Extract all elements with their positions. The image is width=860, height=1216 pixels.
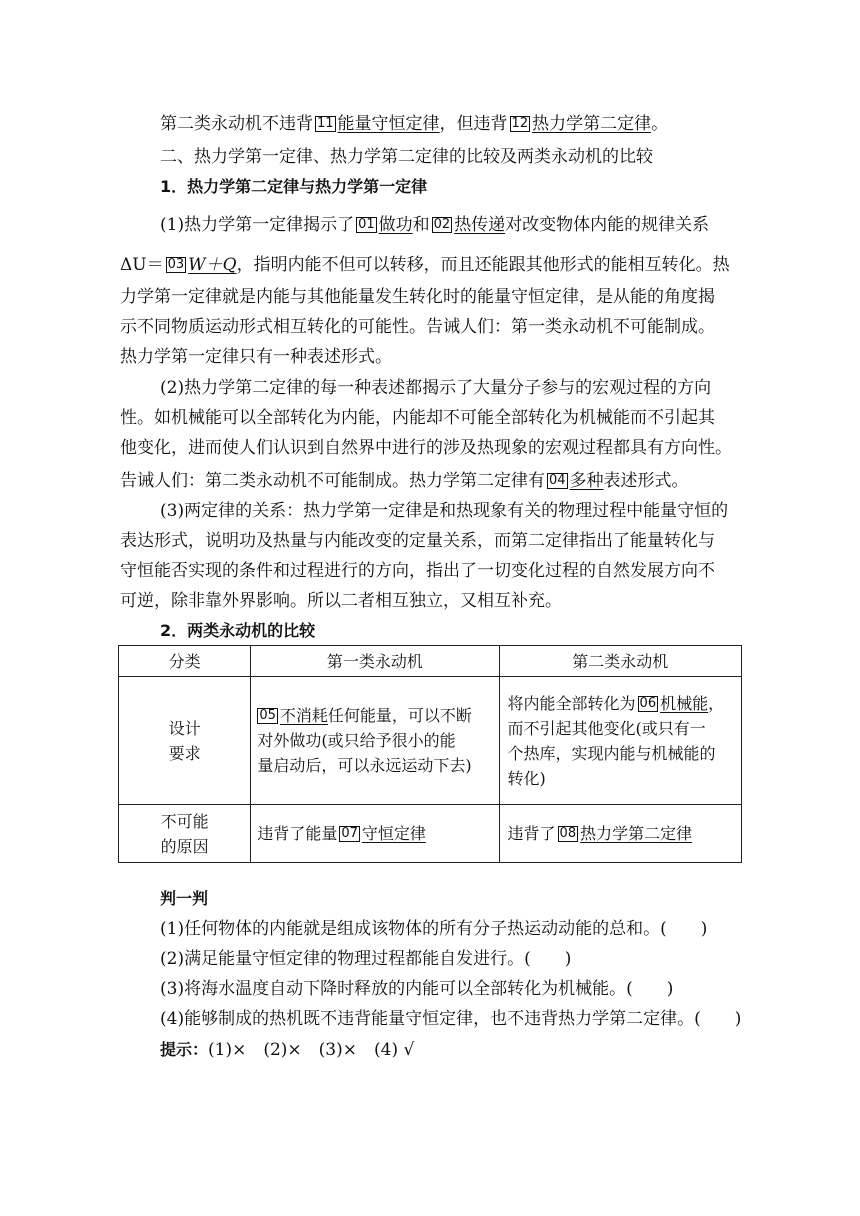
table-header: 分类 xyxy=(119,646,251,677)
blank-number: 02 xyxy=(433,217,451,232)
p1-line-5: 热力学第一定律只有一种表述形式。 xyxy=(120,347,392,367)
p3-line-4: 可逆，除非靠外界影响。所以二者相互独立，又相互补充。 xyxy=(120,591,562,611)
blank-number: 12 xyxy=(511,116,529,131)
p2-line-4 xyxy=(120,467,750,495)
p2-line-3: 他变化，进而使人们认识到自然界中进行的涉及热现象的宏观过程都具有方向性。 xyxy=(120,438,732,458)
blank-number: 07 xyxy=(341,826,358,841)
blank-number: 04 xyxy=(549,473,566,488)
text: (1)热力学第一定律揭示了 xyxy=(160,215,355,235)
hint-label: 提示： xyxy=(160,1040,209,1059)
table-header: 第一类永动机 xyxy=(251,646,499,677)
cell-second-type xyxy=(499,805,741,863)
answer-text: 热传递 xyxy=(454,215,506,235)
table-row xyxy=(119,805,742,863)
answer-text: 机械能 xyxy=(660,693,709,713)
text: 将内能全部转化为 xyxy=(507,693,636,713)
blank-number: 01 xyxy=(358,217,375,232)
judge-item: (1)任何物体的内能就是组成该物体的所有分子热运动动能的总和。( ) xyxy=(160,919,708,939)
text: 而不引起其他变化(或只有一 xyxy=(507,718,706,738)
table-header-row xyxy=(119,646,742,677)
blank-number: 08 xyxy=(559,826,577,841)
subsection-title-2: 2．两类永动机的比较 xyxy=(160,621,316,640)
text: ，但违背 xyxy=(439,114,508,134)
p1-line-4: 示不同物质运动形式相互转化的可能性。告诫人们：第一类永动机不可能制成。 xyxy=(120,317,715,337)
text: 告诫人们：第二类永动机不可能制成。热力学第二定律有 xyxy=(120,471,545,491)
table-header: 第二类永动机 xyxy=(499,646,741,677)
judge-item: (4)能够制成的热机既不违背能量守恒定律，也不违背热力学第二定律。( ) xyxy=(160,1009,742,1029)
cell-second-type xyxy=(499,677,741,805)
text: 和 xyxy=(412,215,430,235)
intro-line xyxy=(160,110,790,138)
row-category xyxy=(119,805,251,863)
blank-number: 06 xyxy=(639,695,657,711)
p1-line-3: 力学第一定律就是内能与其他能量发生转化时的能量守恒定律，是从能的角度揭 xyxy=(120,287,715,307)
text: 设计 xyxy=(168,718,201,738)
blank-number: 03 xyxy=(167,257,185,272)
text: 。 xyxy=(651,114,669,134)
section-title: 二、热力学第一定律、热力学第二定律的比较及两类永动机的比较 xyxy=(160,147,653,167)
text: ΔU＝ xyxy=(120,255,164,275)
p3-line-3: 守恒能否实现的条件和过程进行的方向，指出了一切变化过程的自然发展方向不 xyxy=(120,561,715,581)
p3-line-1: (3)两定律的关系：热力学第一定律是和热现象有关的物理过程中能量守恒的 xyxy=(160,501,729,521)
text: 个热库，实现内能与机械能的 xyxy=(507,743,716,763)
judge-title: 判一判 xyxy=(160,889,209,908)
row-category xyxy=(119,677,251,805)
text: 不可能 xyxy=(160,811,209,831)
hint-line xyxy=(160,1036,790,1064)
text: 量启动后，可以永远运动下去) xyxy=(257,756,472,775)
table-row xyxy=(119,677,742,805)
text: 违背了 xyxy=(507,824,556,843)
judge-item: (2)满足能量守恒定律的物理过程都能自发进行。( ) xyxy=(160,949,572,969)
blank-number: 05 xyxy=(259,708,276,723)
cell-first-type xyxy=(251,805,499,863)
subsection-title-1: 1．热力学第二定律与热力学第一定律 xyxy=(160,177,428,196)
text: 违背了能量 xyxy=(257,824,338,843)
text: 的原因 xyxy=(160,836,209,856)
answer-text: 守恒定律 xyxy=(361,824,426,843)
answer-text: 做功 xyxy=(378,215,413,235)
p1-line-2 xyxy=(120,251,750,279)
p3-line-2: 表达形式，说明功及热量与内能改变的定量关系，而第二定律指出了能量转化与 xyxy=(120,531,715,551)
judge-item: (3)将海水温度自动下降时释放的内能可以全部转化为机械能。( ) xyxy=(160,979,674,999)
hint-text: (1)× (2)× (3)× (4) √ xyxy=(208,1040,415,1060)
text: 转化) xyxy=(507,768,546,788)
cell-first-type xyxy=(251,677,499,805)
text: 对外做功(或只给予很小的能 xyxy=(257,731,456,750)
answer-text: 能量守恒定律 xyxy=(337,114,440,134)
blank-number: 11 xyxy=(317,116,334,131)
answer-text: W＋Q xyxy=(188,255,237,275)
text: 表述形式。 xyxy=(603,471,689,491)
answer-text: 热力学第二定律 xyxy=(532,114,652,134)
answer-text: 热力学第二定律 xyxy=(580,824,693,843)
text: ， xyxy=(708,693,725,713)
answer-text: 多种 xyxy=(569,471,604,491)
p2-line-2: 性。如机械能可以全部转化为内能，内能却不可能全部转化为机械能而不引起其 xyxy=(120,408,715,428)
comparison-table xyxy=(118,645,742,863)
text: 对改变物体内能的规律关系 xyxy=(505,215,710,235)
p2-line-1: (2)热力学第二定律的每一种表述都揭示了大量分子参与的宏观过程的方向 xyxy=(160,378,712,398)
text: 要求 xyxy=(168,743,201,763)
text: 第二类永动机不违背 xyxy=(160,114,313,134)
text: 任何能量，可以不断 xyxy=(327,706,472,725)
answer-text: 不消耗 xyxy=(279,706,328,725)
text: ，指明内能不但可以转移，而且还能跟其他形式的能相互转化。热 xyxy=(236,255,730,275)
p1-line-1 xyxy=(160,211,790,239)
